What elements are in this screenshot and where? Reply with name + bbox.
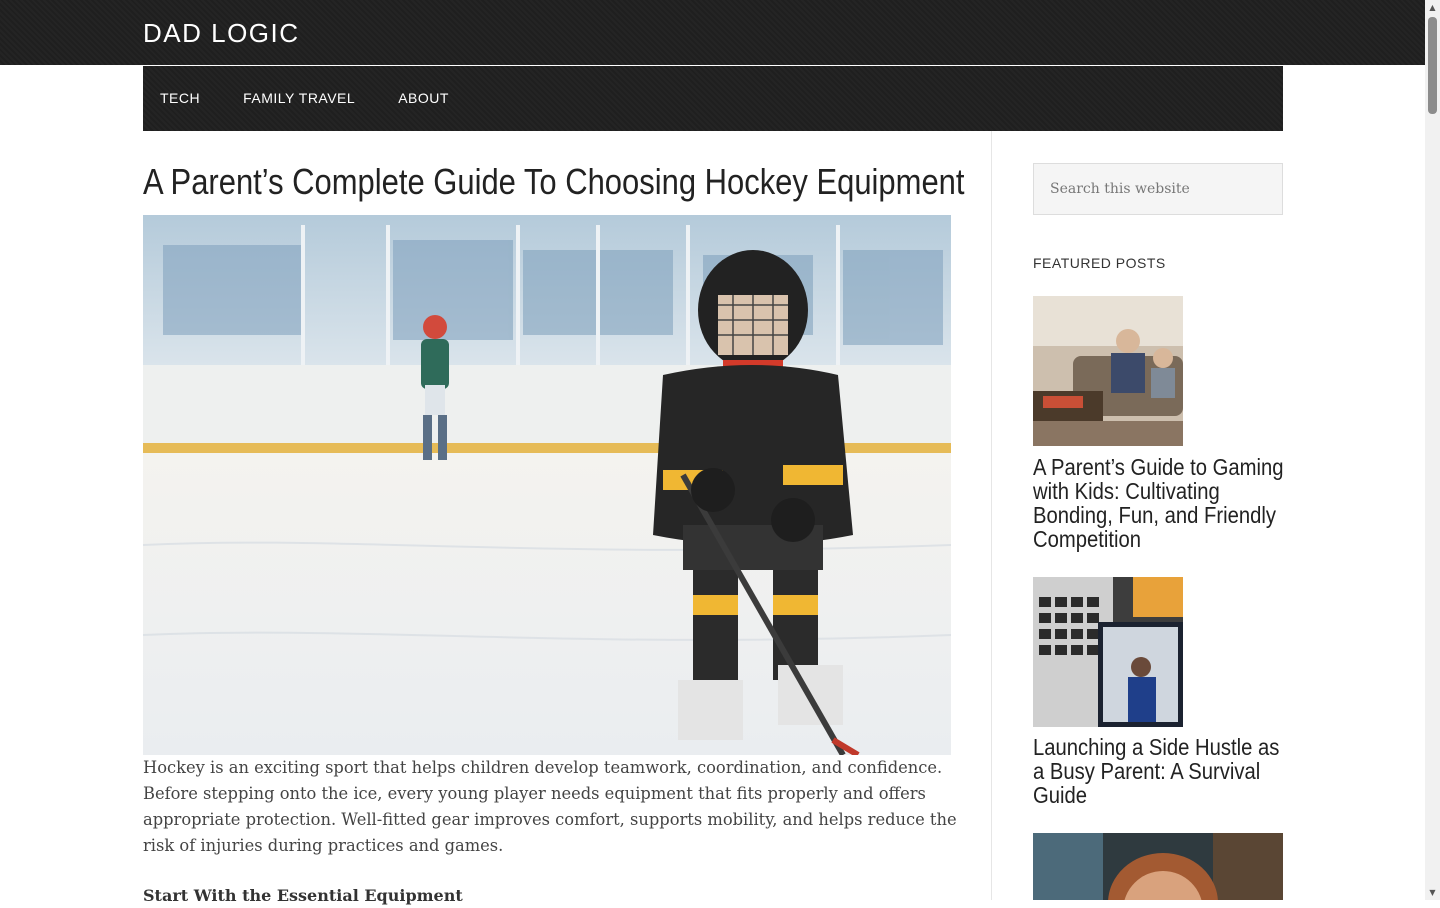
featured-posts-heading: FEATURED POSTS xyxy=(1033,255,1166,271)
site-title-link[interactable]: DAD LOGIC xyxy=(143,18,300,48)
article-intro-paragraph: Hockey is an exciting sport that helps children develop teamwork, coordination, and confidence. Before stepping onto the ice, every young player needs equipment that fits properly and offers appropriate protection. Well-fitted gear improves comfort, supports mobility, and helps reduce the risk of injuries during practices and games. xyxy=(143,758,957,855)
featured-post-3-image[interactable] xyxy=(1033,833,1283,900)
primary-nav xyxy=(143,66,1283,131)
article-title: A Parent’s Complete Guide To Choosing Hockey Equipment xyxy=(143,161,965,202)
nav-item-family-travel[interactable]: FAMILY TRAVEL xyxy=(243,90,356,106)
site-header xyxy=(0,0,1425,65)
content-sidebar-divider xyxy=(991,131,992,900)
gaming-family-photo xyxy=(1033,296,1183,446)
article-subheading: Start With the Essential Equipment xyxy=(143,886,463,905)
featured-post-2-title[interactable]: Launching a Side Hustle as a Busy Parent: A Survival Guide xyxy=(1033,734,1280,808)
scroll-down-arrow-icon[interactable]: ▼ xyxy=(1429,888,1436,897)
scrollbar-thumb[interactable] xyxy=(1428,17,1437,114)
search-input[interactable] xyxy=(1033,163,1283,215)
featured-post-1-title[interactable]: A Parent’s Guide to Gaming with Kids: Cultivating Bonding, Fun, and Friendly Competition xyxy=(1033,454,1284,552)
hero-image xyxy=(143,215,951,755)
featured-post-1-image[interactable] xyxy=(1033,296,1183,446)
scroll-up-arrow-icon[interactable]: ▲ xyxy=(1429,3,1436,12)
page-scrollbar[interactable] xyxy=(1425,0,1440,900)
nav-item-tech[interactable]: TECH xyxy=(160,90,201,106)
laptop-magazine-photo xyxy=(1033,577,1183,727)
nav-item-about[interactable]: ABOUT xyxy=(398,90,449,106)
man-portrait-photo xyxy=(1033,833,1283,900)
featured-post-2-image[interactable] xyxy=(1033,577,1183,727)
hockey-player-illustration xyxy=(143,215,951,755)
